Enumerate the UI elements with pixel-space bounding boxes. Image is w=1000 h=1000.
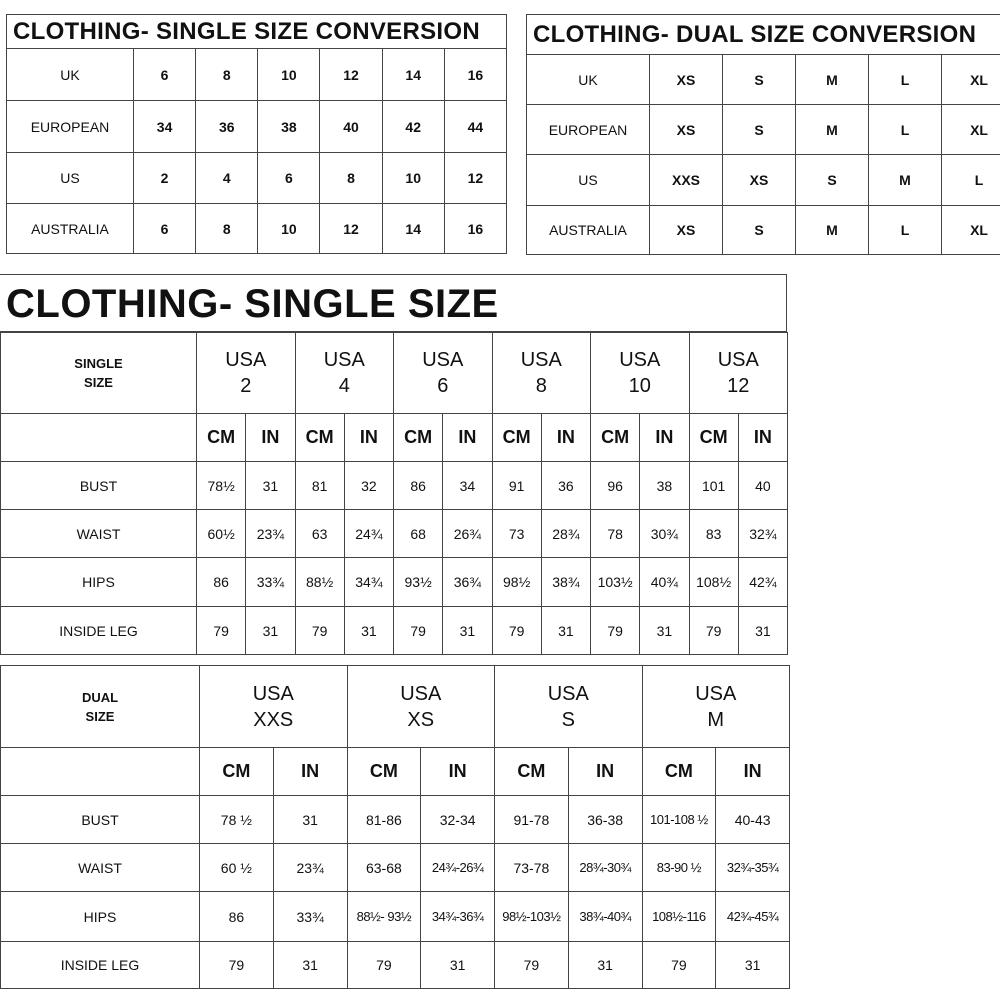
size-cell: 8 (196, 49, 258, 101)
unit-cm: CM (347, 748, 421, 796)
unit-in: IN (344, 414, 393, 462)
size-cell: L (942, 155, 1000, 206)
measurement-cell: 42¾-45¾ (716, 892, 790, 942)
size-cell: 42 (382, 101, 444, 153)
unit-in: IN (246, 414, 295, 462)
unit-cm: CM (295, 414, 344, 462)
row-label: WAIST (1, 844, 200, 892)
size-cell: 6 (134, 204, 196, 254)
size-cell: L (869, 55, 942, 105)
measurement-cell: 86 (200, 892, 274, 942)
table-row (7, 204, 507, 254)
size-cell: 8 (320, 153, 382, 204)
measurement-cell: 40 (738, 462, 787, 510)
dual-size-conversion-table (526, 14, 1000, 255)
row-label: INSIDE LEG (1, 607, 197, 655)
measurement-cell: 31 (246, 607, 295, 655)
table-row (1, 607, 788, 655)
unit-in: IN (716, 748, 790, 796)
single-size-title: CLOTHING- SINGLE SIZE (0, 274, 787, 332)
size-cell: M (869, 155, 942, 206)
measurement-cell: 88½- 93½ (347, 892, 421, 942)
dual-size-measurement-table (0, 665, 790, 989)
size-cell: XL (942, 206, 1000, 255)
row-label: US (527, 155, 650, 206)
unit-row-blank (1, 414, 197, 462)
measurement-cell: 23¾ (273, 844, 347, 892)
unit-in: IN (273, 748, 347, 796)
row-label: WAIST (1, 510, 197, 558)
dual-size-corner-label (1, 666, 200, 748)
size-cell: 14 (382, 49, 444, 101)
measurement-cell: 79 (200, 942, 274, 989)
size-cell: XL (942, 105, 1000, 155)
measurement-cell: 86 (197, 558, 246, 607)
size-header-line-2: 2 (240, 375, 252, 397)
measurement-cell: 91-78 (495, 796, 569, 844)
size-header-line-1: USA (695, 682, 737, 705)
measurement-cell: 60½ (197, 510, 246, 558)
measurement-cell: 31 (443, 607, 492, 655)
measurement-cell: 23¾ (246, 510, 295, 558)
size-header-line-2: XXS (253, 708, 294, 731)
measurement-cell: 32¾ (738, 510, 787, 558)
size-cell: 2 (134, 153, 196, 204)
size-header-line-2: M (707, 708, 725, 731)
single-conversion-title: CLOTHING- SINGLE SIZE CONVERSION (7, 15, 507, 49)
measurement-cell: 36 (541, 462, 590, 510)
measurement-cell: 33¾ (273, 892, 347, 942)
measurement-cell: 108½ (689, 558, 738, 607)
measurement-cell: 73-78 (495, 844, 569, 892)
unit-row-blank (1, 748, 200, 796)
measurement-cell: 38 (640, 462, 689, 510)
measurement-cell: 42¾ (738, 558, 787, 607)
table-row (1, 558, 788, 607)
unit-cm: CM (642, 748, 716, 796)
measurement-cell: 24¾-26¾ (421, 844, 495, 892)
size-header-line-2: 4 (338, 375, 350, 397)
size-header-0 (200, 666, 348, 748)
measurement-cell: 79 (347, 942, 421, 989)
measurement-cell: 79 (492, 607, 541, 655)
size-cell: 4 (196, 153, 258, 204)
table-row (7, 101, 507, 153)
table-row (1, 510, 788, 558)
corner-line-1: SINGLE (74, 356, 123, 371)
single-size-conversion-table (6, 14, 507, 254)
size-cell: 6 (258, 153, 320, 204)
size-header-line-2: S (561, 708, 575, 731)
size-cell: 16 (444, 204, 506, 254)
measurement-cell: 31 (541, 607, 590, 655)
size-cell: 44 (444, 101, 506, 153)
measurement-cell: 31 (246, 462, 295, 510)
measurement-cell: 101 (689, 462, 738, 510)
measurement-cell: 34¾ (344, 558, 393, 607)
size-cell: 16 (444, 49, 506, 101)
measurement-cell: 63-68 (347, 844, 421, 892)
table-row (1, 844, 790, 892)
measurement-cell: 24¾ (344, 510, 393, 558)
table-row (1, 892, 790, 942)
size-cell: 12 (320, 204, 382, 254)
size-cell: XL (942, 55, 1000, 105)
size-cell: M (796, 206, 869, 255)
size-header-line-1: USA (323, 349, 365, 371)
dual-conversion-title: CLOTHING- DUAL SIZE CONVERSION (527, 15, 1000, 55)
size-cell: S (723, 105, 796, 155)
size-header-line-2: 8 (535, 375, 547, 397)
size-cell: 14 (382, 204, 444, 254)
measurement-cell: 83 (689, 510, 738, 558)
size-header-1 (347, 666, 495, 748)
measurement-cell: 40¾ (640, 558, 689, 607)
size-cell: XS (650, 55, 723, 105)
row-label: INSIDE LEG (1, 942, 200, 989)
size-header-4 (591, 333, 690, 414)
size-cell: XS (723, 155, 796, 206)
measurement-cell: 101-108 ½ (642, 796, 716, 844)
size-cell: 10 (258, 49, 320, 101)
size-header-line-1: USA (400, 682, 442, 705)
measurement-cell: 78½ (197, 462, 246, 510)
measurement-cell: 79 (495, 942, 569, 989)
measurement-cell: 79 (295, 607, 344, 655)
size-cell: XXS (650, 155, 723, 206)
table-row (527, 55, 1000, 105)
measurement-cell: 40-43 (716, 796, 790, 844)
unit-cm: CM (197, 414, 246, 462)
unit-in: IN (421, 748, 495, 796)
size-cell: 6 (134, 49, 196, 101)
size-cell: S (723, 206, 796, 255)
size-cell: L (869, 105, 942, 155)
measurement-cell: 98½ (492, 558, 541, 607)
measurement-cell: 32-34 (421, 796, 495, 844)
measurement-cell: 36¾ (443, 558, 492, 607)
size-cell: L (869, 206, 942, 255)
size-cell: 12 (320, 49, 382, 101)
row-label: BUST (1, 462, 197, 510)
size-cell: 12 (444, 153, 506, 204)
size-cell: XS (650, 206, 723, 255)
size-header-2 (495, 666, 643, 748)
size-header-0 (197, 333, 296, 414)
row-label: EUROPEAN (7, 101, 134, 153)
size-header-line-2: 10 (628, 375, 651, 397)
measurement-cell: 79 (689, 607, 738, 655)
measurement-cell: 34¾-36¾ (421, 892, 495, 942)
size-header-line-1: USA (225, 349, 267, 371)
measurement-cell: 31 (738, 607, 787, 655)
measurement-cell: 28¾-30¾ (568, 844, 642, 892)
size-header-line-1: USA (717, 349, 759, 371)
measurement-cell: 31 (344, 607, 393, 655)
size-cell: 36 (196, 101, 258, 153)
measurement-cell: 31 (716, 942, 790, 989)
measurement-cell: 79 (642, 942, 716, 989)
unit-in: IN (738, 414, 787, 462)
measurement-cell: 79 (591, 607, 640, 655)
single-size-corner-label (1, 333, 197, 414)
table-row (527, 105, 1000, 155)
measurement-cell: 79 (394, 607, 443, 655)
size-header-line-2: XS (407, 708, 435, 731)
table-row (1, 796, 790, 844)
measurement-cell: 81-86 (347, 796, 421, 844)
unit-in: IN (568, 748, 642, 796)
measurement-cell: 78 (591, 510, 640, 558)
measurement-cell: 31 (273, 796, 347, 844)
measurement-cell: 31 (568, 942, 642, 989)
measurement-cell: 86 (394, 462, 443, 510)
size-cell: XS (650, 105, 723, 155)
row-label: UK (7, 49, 134, 101)
size-cell: 34 (134, 101, 196, 153)
table-row (527, 206, 1000, 255)
size-header-line-1: USA (547, 682, 589, 705)
measurement-cell: 68 (394, 510, 443, 558)
size-cell: 10 (382, 153, 444, 204)
size-cell: M (796, 105, 869, 155)
measurement-cell: 38¾-40¾ (568, 892, 642, 942)
size-cell: 8 (196, 204, 258, 254)
row-label: EUROPEAN (527, 105, 650, 155)
size-header-line-1: USA (422, 349, 464, 371)
measurement-cell: 60 ½ (200, 844, 274, 892)
unit-cm: CM (200, 748, 274, 796)
size-header-3 (642, 666, 790, 748)
measurement-cell: 32¾-35¾ (716, 844, 790, 892)
size-cell: S (796, 155, 869, 206)
row-label: HIPS (1, 558, 197, 607)
table-row (7, 153, 507, 204)
row-label: AUSTRALIA (7, 204, 134, 254)
size-cell: 40 (320, 101, 382, 153)
measurement-cell: 108½-116 (642, 892, 716, 942)
measurement-cell: 88½ (295, 558, 344, 607)
measurement-cell: 83-90 ½ (642, 844, 716, 892)
row-label: HIPS (1, 892, 200, 942)
size-cell: 38 (258, 101, 320, 153)
corner-line-2: SIZE (84, 375, 113, 390)
row-label: US (7, 153, 134, 204)
size-header-1 (295, 333, 394, 414)
measurement-cell: 38¾ (541, 558, 590, 607)
size-header-5 (689, 333, 788, 414)
measurement-cell: 91 (492, 462, 541, 510)
size-header-2 (394, 333, 493, 414)
corner-line-1: DUAL (81, 689, 119, 705)
measurement-cell: 103½ (591, 558, 640, 607)
measurement-cell: 98½-103½ (495, 892, 569, 942)
unit-cm: CM (689, 414, 738, 462)
table-row (527, 155, 1000, 206)
unit-cm: CM (495, 748, 569, 796)
measurement-cell: 63 (295, 510, 344, 558)
measurement-cell: 28¾ (541, 510, 590, 558)
measurement-cell: 79 (197, 607, 246, 655)
size-header-line-2: 6 (437, 375, 449, 397)
size-cell: S (723, 55, 796, 105)
measurement-cell: 31 (273, 942, 347, 989)
size-header-3 (492, 333, 591, 414)
unit-in: IN (443, 414, 492, 462)
size-header-line-2: 12 (727, 375, 750, 397)
size-cell: 10 (258, 204, 320, 254)
size-header-line-1: USA (252, 682, 294, 705)
row-label: UK (527, 55, 650, 105)
size-cell: M (796, 55, 869, 105)
measurement-cell: 33¾ (246, 558, 295, 607)
size-header-line-1: USA (619, 349, 661, 371)
measurement-cell: 73 (492, 510, 541, 558)
measurement-cell: 30¾ (640, 510, 689, 558)
table-row (1, 462, 788, 510)
measurement-cell: 78 ½ (200, 796, 274, 844)
size-header-line-1: USA (520, 349, 562, 371)
unit-in: IN (640, 414, 689, 462)
single-size-measurement-table (0, 332, 788, 655)
measurement-cell: 81 (295, 462, 344, 510)
table-row (7, 49, 507, 101)
unit-cm: CM (492, 414, 541, 462)
measurement-cell: 31 (421, 942, 495, 989)
measurement-cell: 96 (591, 462, 640, 510)
unit-cm: CM (591, 414, 640, 462)
unit-in: IN (541, 414, 590, 462)
measurement-cell: 34 (443, 462, 492, 510)
measurement-cell: 31 (640, 607, 689, 655)
unit-cm: CM (394, 414, 443, 462)
measurement-cell: 93½ (394, 558, 443, 607)
measurement-cell: 26¾ (443, 510, 492, 558)
row-label: BUST (1, 796, 200, 844)
table-row (1, 942, 790, 989)
measurement-cell: 36-38 (568, 796, 642, 844)
row-label: AUSTRALIA (527, 206, 650, 255)
corner-line-2: SIZE (85, 708, 115, 724)
measurement-cell: 32 (344, 462, 393, 510)
